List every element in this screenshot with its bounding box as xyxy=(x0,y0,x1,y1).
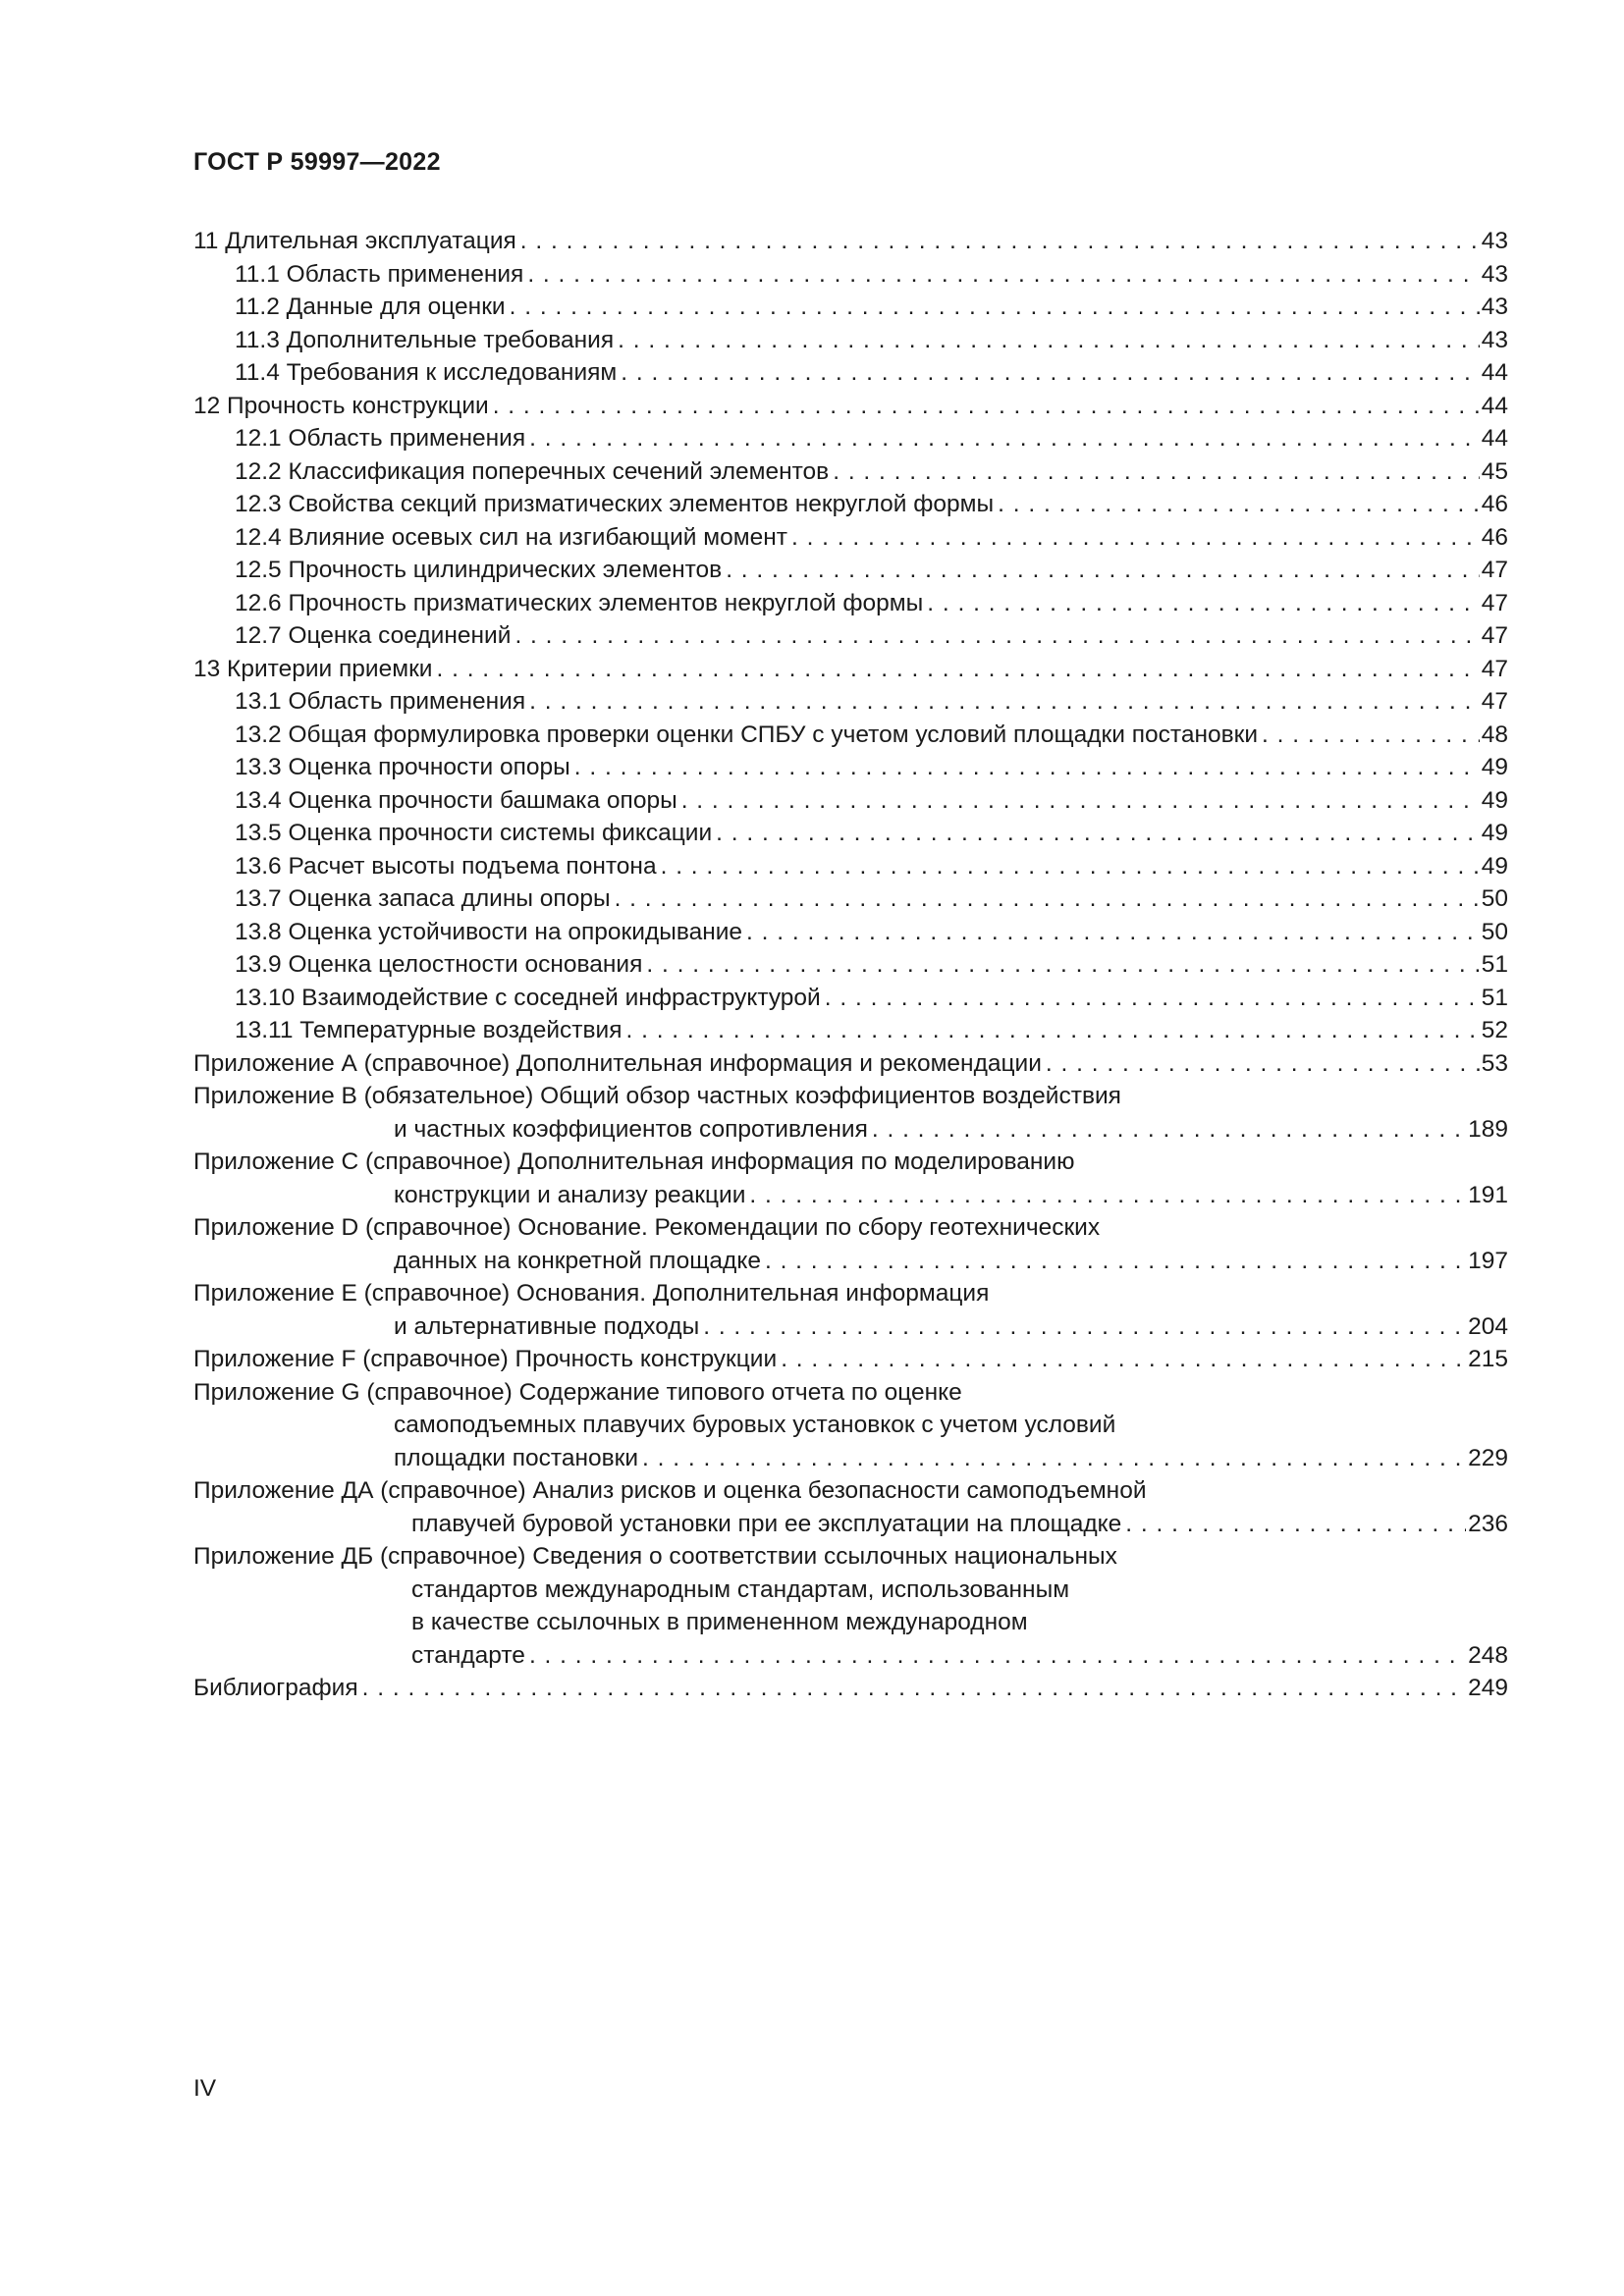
toc-entry-line xyxy=(193,291,1508,324)
toc-entry-title[interactable]: 13.2 Общая формулировка проверки оценки СПБУ с учетом условий площадки постановки xyxy=(235,721,1259,748)
toc-entry-line xyxy=(193,784,1508,818)
toc-entry-title[interactable]: Приложение А (справочное) Дополнительная информация и рекомендации xyxy=(193,1049,1042,1077)
toc-entry-page[interactable]: 204 xyxy=(1468,1312,1508,1340)
toc-entry-page[interactable]: 44 xyxy=(1481,392,1508,419)
toc-entry-line xyxy=(193,850,1508,883)
toc-entry-line xyxy=(193,1146,1508,1179)
toc-entry-page[interactable]: 46 xyxy=(1481,491,1508,517)
toc-entry-page[interactable]: 43 xyxy=(1481,326,1508,353)
dot-leader xyxy=(520,225,1480,258)
toc-entry-title[interactable]: площадки постановки xyxy=(394,1444,639,1471)
toc-entry-line xyxy=(193,1442,1508,1475)
toc-entry-line xyxy=(193,817,1508,850)
toc-entry-line xyxy=(193,1080,1508,1113)
dot-leader xyxy=(615,882,1480,916)
dot-leader xyxy=(574,751,1480,784)
toc-entry-line xyxy=(193,916,1508,949)
dot-leader xyxy=(927,587,1480,620)
dot-leader xyxy=(510,291,1480,324)
toc-entry-title[interactable]: 13.8 Оценка устойчивости на опрокидывание xyxy=(235,918,743,945)
dot-leader xyxy=(514,619,1479,653)
toc-entry-page[interactable]: 236 xyxy=(1468,1510,1508,1537)
toc-entry-page[interactable]: 50 xyxy=(1481,885,1508,912)
toc-entry-page[interactable]: 49 xyxy=(1481,852,1508,880)
toc-entry-title[interactable]: 11.4 Требования к исследованиям xyxy=(235,359,618,386)
toc-entry-page[interactable]: 44 xyxy=(1481,425,1508,452)
toc-entry-page[interactable]: 49 xyxy=(1481,786,1508,814)
table-of-contents xyxy=(193,225,1508,1705)
toc-entry-line xyxy=(193,1277,1508,1310)
toc-entry-title[interactable]: Приложение Е (справочное) Основания. Дополнительная информация xyxy=(193,1280,990,1307)
toc-entry-page[interactable]: 189 xyxy=(1468,1115,1508,1143)
toc-entry-line xyxy=(193,1474,1508,1508)
toc-entry-line xyxy=(193,982,1508,1015)
toc-entry-title[interactable]: стандартов международным стандартам, использованным xyxy=(411,1575,1070,1603)
toc-entry-page[interactable]: 47 xyxy=(1481,557,1508,583)
toc-entry-page[interactable]: 49 xyxy=(1481,754,1508,780)
toc-entry-title[interactable]: и альтернативные подходы xyxy=(394,1312,700,1340)
toc-entry-line xyxy=(193,1310,1508,1344)
toc-entry-page[interactable]: 49 xyxy=(1481,820,1508,846)
toc-entry-title[interactable]: стандарте xyxy=(411,1641,525,1669)
dot-leader xyxy=(726,554,1480,587)
toc-entry-page[interactable]: 248 xyxy=(1468,1641,1508,1669)
toc-entry-line xyxy=(193,1639,1508,1673)
dot-leader xyxy=(661,850,1480,883)
toc-entry-line xyxy=(193,1574,1508,1607)
toc-entry-title[interactable]: Приложение F (справочное) Прочность конструкции xyxy=(193,1346,778,1372)
toc-entry-line xyxy=(193,1409,1508,1442)
toc-entry-title[interactable]: и частных коэффициентов сопротивления xyxy=(394,1115,868,1143)
dot-leader xyxy=(529,1639,1466,1673)
toc-entry-line xyxy=(193,225,1508,258)
toc-entry-line xyxy=(193,356,1508,390)
toc-entry-title[interactable]: 13.7 Оценка запаса длины опоры xyxy=(235,885,611,912)
toc-entry-line xyxy=(193,324,1508,357)
toc-entry-title[interactable]: Приложение ДА (справочное) Анализ рисков и оценка безопасности самоподъемной xyxy=(193,1477,1147,1504)
toc-entry-title[interactable]: 13.9 Оценка целостности основания xyxy=(235,951,643,978)
toc-entry-page[interactable]: 44 xyxy=(1481,359,1508,386)
toc-entry-title[interactable]: 12.5 Прочность цилиндрических элементов xyxy=(235,557,723,583)
toc-entry-title[interactable]: данных на конкретной площадке xyxy=(394,1247,761,1274)
dot-leader xyxy=(716,817,1480,850)
toc-entry-page[interactable]: 229 xyxy=(1468,1444,1508,1471)
toc-entry-line xyxy=(193,685,1508,719)
toc-entry-page[interactable]: 47 xyxy=(1481,622,1508,649)
dot-leader xyxy=(746,916,1480,949)
dot-leader xyxy=(998,488,1480,521)
toc-entry-title[interactable]: 13.3 Оценка прочности опоры xyxy=(235,754,570,780)
toc-entry-line xyxy=(193,1245,1508,1278)
dot-leader xyxy=(1125,1508,1466,1541)
toc-entry-line xyxy=(193,1343,1508,1376)
toc-entry-title[interactable]: 13.5 Оценка прочности системы фиксации xyxy=(235,820,713,846)
toc-entry-title[interactable]: 11.2 Данные для оценки xyxy=(235,294,506,320)
dot-leader xyxy=(646,948,1479,982)
toc-entry-line xyxy=(193,1508,1508,1541)
dot-leader xyxy=(1262,719,1480,752)
toc-entry-title[interactable]: 12.4 Влияние осевых сил на изгибающий момент xyxy=(235,523,787,551)
toc-entry-title[interactable]: 12.1 Область применения xyxy=(235,425,526,452)
toc-entry-line xyxy=(193,1540,1508,1574)
dot-leader xyxy=(642,1442,1466,1475)
dot-leader xyxy=(703,1310,1466,1344)
toc-entry-line xyxy=(193,554,1508,587)
toc-entry-page[interactable]: 51 xyxy=(1481,951,1508,978)
toc-entry-line xyxy=(193,1047,1508,1081)
toc-entry-line xyxy=(193,390,1508,423)
toc-entry-page[interactable]: 43 xyxy=(1481,228,1508,254)
dot-leader xyxy=(833,455,1480,489)
toc-entry-title[interactable]: 13 Критерии приемки xyxy=(193,655,433,682)
dot-leader xyxy=(749,1179,1466,1212)
toc-entry-page[interactable]: 197 xyxy=(1468,1247,1508,1274)
toc-entry-page[interactable]: 47 xyxy=(1481,655,1508,682)
toc-entry-line xyxy=(193,455,1508,489)
dot-leader xyxy=(529,422,1480,455)
toc-entry-title[interactable]: Приложение G (справочное) Содержание типового отчета по оценке xyxy=(193,1378,962,1406)
page-number: IV xyxy=(193,2075,217,2102)
toc-entry-line xyxy=(193,751,1508,784)
dot-leader xyxy=(436,653,1479,686)
toc-entry-page[interactable]: 47 xyxy=(1481,688,1508,715)
toc-entry-page[interactable]: 46 xyxy=(1481,523,1508,551)
toc-entry-page[interactable]: 45 xyxy=(1481,457,1508,485)
toc-entry-page[interactable]: 53 xyxy=(1481,1049,1508,1077)
toc-entry-title[interactable]: Приложение С (справочное) Дополнительная информация по моделированию xyxy=(193,1148,1075,1175)
toc-entry-title[interactable]: Приложение ДБ (справочное) Сведения о соответствии ссылочных национальных xyxy=(193,1543,1117,1570)
dot-leader xyxy=(1046,1047,1480,1081)
toc-entry-page[interactable]: 52 xyxy=(1481,1017,1508,1043)
toc-entry-title[interactable]: 13.6 Расчет высоты подъема понтона xyxy=(235,852,657,880)
dot-leader xyxy=(527,258,1479,292)
toc-entry-title[interactable]: конструкции и анализу реакции xyxy=(394,1181,746,1208)
toc-entry-line xyxy=(193,719,1508,752)
dot-leader xyxy=(765,1245,1466,1278)
toc-entry-line xyxy=(193,948,1508,982)
dot-leader xyxy=(625,1014,1479,1047)
toc-entry-line xyxy=(193,882,1508,916)
toc-entry-page[interactable]: 43 xyxy=(1481,260,1508,288)
toc-entry-title[interactable]: 13.4 Оценка прочности башмака опоры xyxy=(235,786,677,814)
toc-entry-line xyxy=(193,587,1508,620)
toc-entry-title[interactable]: 12 Прочность конструкции xyxy=(193,392,489,419)
dot-leader xyxy=(529,685,1480,719)
toc-entry-line xyxy=(193,1113,1508,1147)
toc-entry-page[interactable]: 51 xyxy=(1481,984,1508,1011)
dot-leader xyxy=(825,982,1480,1015)
toc-entry-line xyxy=(193,422,1508,455)
toc-entry-line xyxy=(193,1672,1508,1705)
toc-entry-line xyxy=(193,258,1508,292)
toc-entry-line xyxy=(193,1376,1508,1410)
dot-leader xyxy=(362,1672,1467,1705)
toc-entry-title[interactable]: 11 Длительная эксплуатация xyxy=(193,228,516,254)
toc-entry-title[interactable]: Приложение D (справочное) Основание. Рекомендации по сбору геотехнических xyxy=(193,1214,1101,1241)
toc-entry-title[interactable]: Приложение В (обязательное) Общий обзор частных коэффициентов воздействия xyxy=(193,1083,1121,1109)
toc-entry-title[interactable]: 12.3 Свойства секций призматических элементов некруглой формы xyxy=(235,491,995,517)
toc-entry-title[interactable]: плавучей буровой установки при ее эксплуатации на площадке xyxy=(411,1510,1122,1537)
toc-entry-title[interactable]: 11.1 Область применения xyxy=(235,260,524,288)
toc-entry-line xyxy=(193,653,1508,686)
toc-entry-title[interactable]: 12.6 Прочность призматических элементов некруглой формы xyxy=(235,589,924,616)
toc-entry-title[interactable]: 12.7 Оценка соединений xyxy=(235,622,512,649)
toc-entry-line xyxy=(193,1014,1508,1047)
toc-entry-page[interactable]: 215 xyxy=(1468,1346,1508,1372)
toc-entry-page[interactable]: 50 xyxy=(1481,918,1508,945)
document-header: ГОСТ Р 59997—2022 xyxy=(193,148,441,176)
dot-leader xyxy=(791,521,1480,555)
toc-entry-line xyxy=(193,521,1508,555)
toc-entry-title[interactable]: в качестве ссылочных в примененном международном xyxy=(411,1609,1028,1635)
toc-entry-title[interactable]: самоподъемных плавучих буровых установкок с учетом условий xyxy=(394,1412,1116,1438)
toc-entry-line xyxy=(193,1179,1508,1212)
toc-entry-line xyxy=(193,1211,1508,1245)
toc-entry-title[interactable]: 13.11 Температурные воздействия xyxy=(235,1017,623,1043)
toc-entry-page[interactable]: 191 xyxy=(1468,1181,1508,1208)
toc-entry-page[interactable]: 43 xyxy=(1481,294,1508,320)
dot-leader xyxy=(781,1343,1466,1376)
toc-entry-line xyxy=(193,488,1508,521)
toc-entry-page[interactable]: 47 xyxy=(1481,589,1508,616)
dot-leader xyxy=(681,784,1480,818)
dot-leader xyxy=(618,324,1480,357)
dot-leader xyxy=(872,1113,1466,1147)
toc-entry-line xyxy=(193,1606,1508,1639)
toc-entry-title[interactable]: 13.1 Область применения xyxy=(235,688,526,715)
toc-entry-line xyxy=(193,619,1508,653)
toc-entry-title[interactable]: 11.3 Дополнительные требования xyxy=(235,326,615,353)
dot-leader xyxy=(493,390,1480,423)
toc-entry-title[interactable]: 12.2 Классификация поперечных сечений элементов xyxy=(235,457,830,485)
toc-entry-page[interactable]: 249 xyxy=(1468,1675,1508,1701)
toc-entry-title[interactable]: Библиография xyxy=(193,1675,358,1701)
toc-entry-title[interactable]: 13.10 Взаимодействие с соседней инфраструктурой xyxy=(235,984,821,1011)
toc-entry-page[interactable]: 48 xyxy=(1481,721,1508,748)
dot-leader xyxy=(621,356,1479,390)
